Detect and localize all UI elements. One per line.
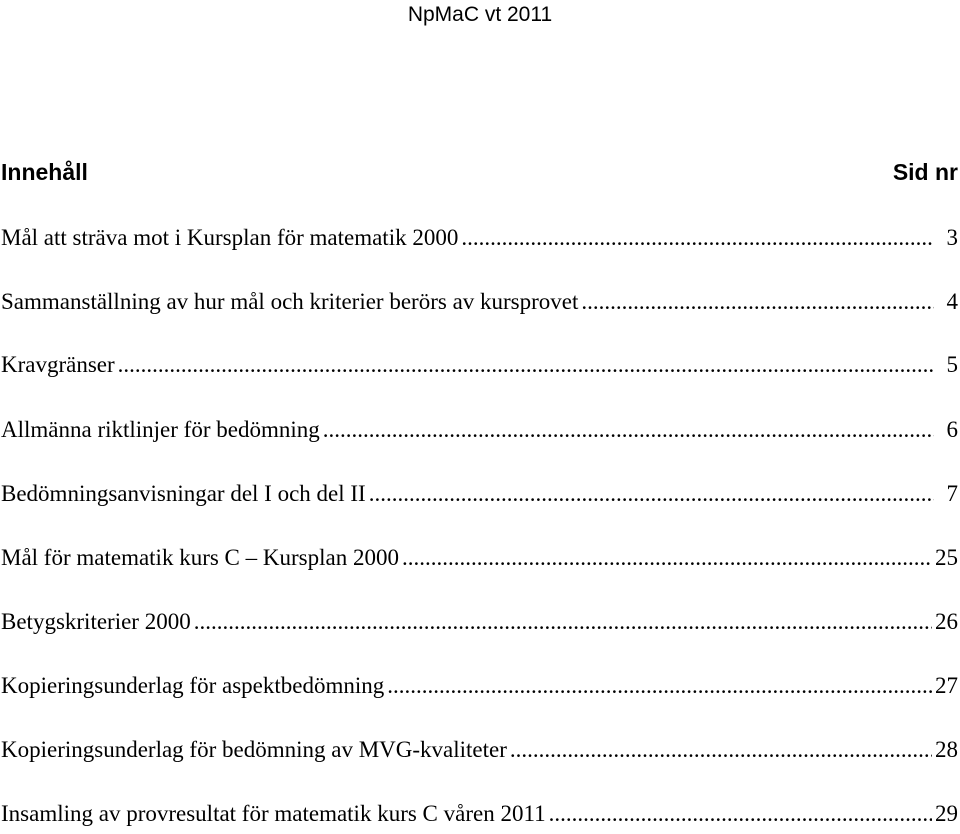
running-header: NpMaC vt 2011 — [407, 3, 553, 26]
toc-entry[interactable] — [0, 221, 960, 255]
dot-leader — [323, 413, 934, 447]
dot-leader — [369, 477, 934, 511]
toc-entry[interactable] — [0, 605, 960, 639]
toc-entry-title: Sammanställning av hur mål och kriterier berörs av kursprovet — [1, 289, 579, 314]
dot-leader — [461, 221, 933, 255]
toc-entry-page: 27 — [935, 673, 958, 698]
toc-entry[interactable] — [0, 285, 960, 319]
toc-entry-page: 26 — [935, 609, 958, 634]
toc-entry[interactable] — [0, 541, 960, 575]
toc-entry-title: Bedömningsanvisningar del I och del II — [1, 481, 366, 506]
toc-entry[interactable] — [0, 413, 960, 447]
dot-leader — [118, 348, 934, 382]
dot-leader — [387, 669, 932, 703]
toc-entry-title: Insamling av provresultat för matematik kurs C våren 2011 — [1, 801, 546, 826]
toc-entry-title: Mål att sträva mot i Kursplan för matematik 2000 — [1, 225, 459, 250]
toc-entry-page: 5 — [946, 352, 958, 377]
toc-entry-page: 28 — [935, 737, 958, 762]
toc-entry[interactable] — [0, 797, 960, 831]
toc-entry-title: Mål för matematik kurs C – Kursplan 2000 — [1, 545, 399, 570]
dot-leader — [549, 797, 932, 831]
dot-leader — [194, 605, 932, 639]
toc-entry-title: Betygskriterier 2000 — [1, 609, 191, 634]
toc-entry[interactable] — [0, 669, 960, 703]
toc-entry-title: Kopieringsunderlag för aspektbedömning — [1, 673, 385, 698]
toc-heading-row — [0, 156, 960, 188]
dot-leader — [510, 733, 932, 767]
toc-entry[interactable] — [0, 477, 960, 511]
toc-entry-title: Allmänna riktlinjer för bedömning — [1, 417, 320, 442]
toc-entry-page: 6 — [946, 417, 958, 442]
page-column-label: Sid nr — [892, 159, 958, 185]
toc-entry[interactable] — [0, 348, 960, 382]
toc-heading: Innehåll — [1, 159, 88, 185]
toc-entry-page: 4 — [946, 289, 958, 314]
toc-entry-title: Kravgränser — [1, 352, 115, 377]
dot-leader — [402, 541, 932, 575]
toc-entry-title: Kopieringsunderlag för bedömning av MVG-kvaliteter — [1, 737, 507, 762]
toc-entry[interactable] — [0, 733, 960, 767]
dot-leader — [581, 285, 933, 319]
toc-entry-page: 7 — [946, 481, 958, 506]
toc-entry-page: 29 — [935, 801, 958, 826]
toc-entry-page: 3 — [946, 225, 958, 250]
toc-entry-page: 25 — [935, 545, 958, 570]
